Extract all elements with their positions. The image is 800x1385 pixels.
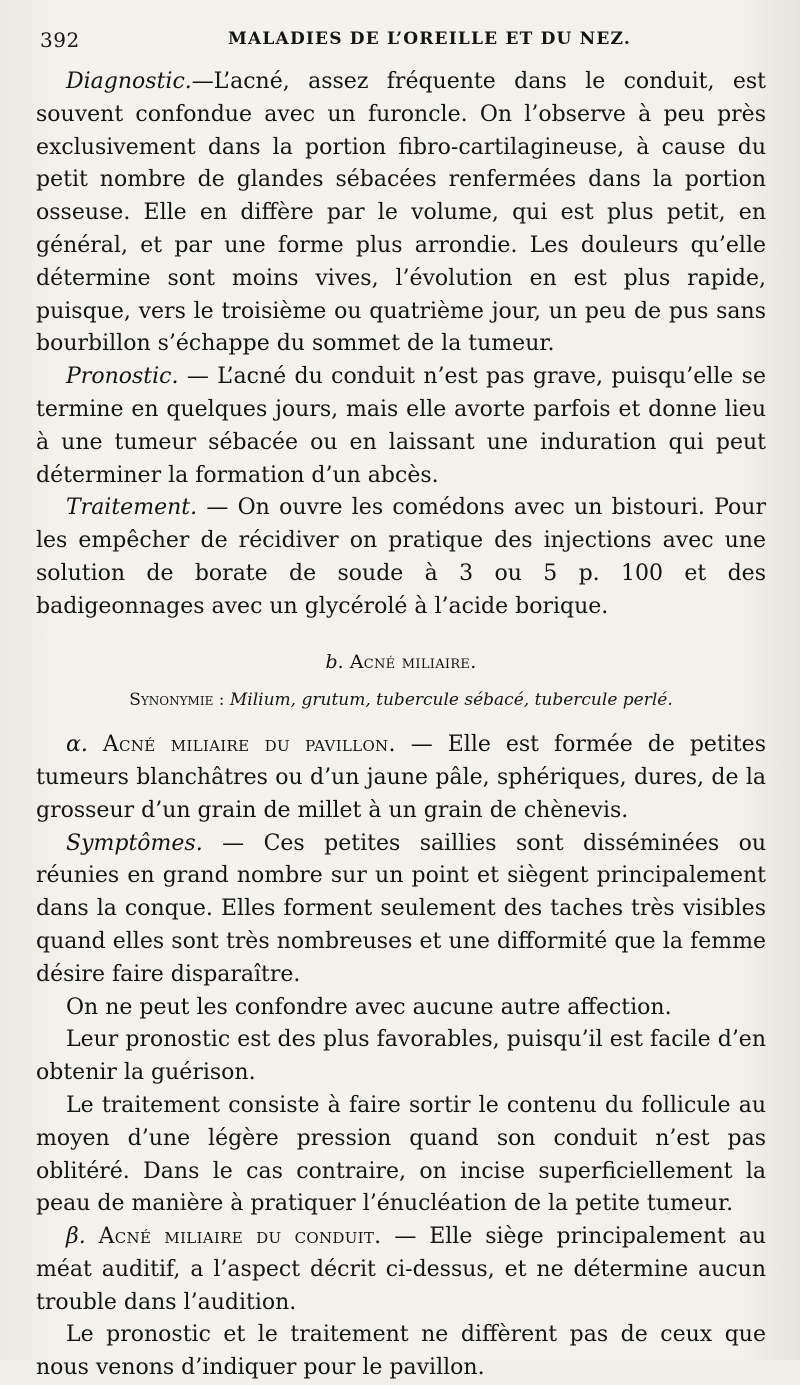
text-symptomes: — Ces petites saillies sont disséminées ou réunies en grand nombre sur un point et siègent principalement dans la conque. Elles forment seulement des taches très visibles quand elles sont très nombreuses et une difformité que la femme désire faire disparaître. <box>36 830 766 987</box>
paragraph-traitement <box>36 492 766 623</box>
beta-text: — Elle siège principalement au méat auditif, a l’aspect décrit ci-dessus, et ne détermine aucun trouble dans l’audition. <box>36 1224 766 1315</box>
label-pronostic: Pronostic. <box>66 364 179 390</box>
page-number: 392 <box>40 28 80 52</box>
paragraph-pronostic-favorable: Leur pronostic est des plus favorables, puisqu’il est facile d’en obtenir la guérison. <box>36 1027 766 1086</box>
alpha-heading: Acné miliaire du pavillon. <box>102 732 396 758</box>
synonymie-label: Synonymie : <box>129 690 225 711</box>
paragraph-alpha <box>36 729 766 827</box>
beta-heading: Acné miliaire du conduit. <box>98 1224 382 1250</box>
section-b-prefix: b. <box>325 650 344 673</box>
label-diagnostic: Diagnostic. <box>66 69 192 94</box>
section-heading-b <box>36 646 766 679</box>
beta-prefix: β. <box>66 1224 86 1250</box>
paragraph-symptomes <box>36 828 766 992</box>
paragraph-confondre: On ne peut les confondre avec aucune autre affection. <box>66 994 672 1020</box>
paragraph-traitement-follicule: Le traitement consiste à faire sortir le contenu du follicule au moyen d’une légère pression quand son conduit n’est pas oblitéré. Dans le cas contraire, on incise superficiellement la peau de manière à pratiquer l’énucléation de la petite tumeur. <box>36 1092 766 1217</box>
text-traitement: — On ouvre les comédons avec un bistouri. Pour les empêcher de récidiver on pratique des injections avec une solution de borate de soude à 3 ou 5 p. 100 et des badigeonnages avec un glycérolé à l’acide borique. <box>36 495 766 619</box>
synonymie-text: Milium, grutum, tubercule sébacé, tubercule perlé. <box>229 690 673 711</box>
running-title: MALADIES DE L’OREILLE ET DU NEZ. <box>228 29 631 49</box>
label-symptomes: Symptômes. <box>66 830 203 856</box>
paragraph-final: Le pronostic et le traitement ne diffèrent pas de ceux que nous venons d’indiquer pour le pavillon. <box>36 1322 766 1381</box>
page-header <box>0 28 800 58</box>
text-diagnostic: —L’acné, assez fréquente dans le conduit, est souvent confondue avec un furoncle. On l’observe à peu près exclusivement dans la portion fibro-cartilagineuse, à cause du petit nombre de glandes sébacées renfermées dans la portion osseuse. Elle en diffère par le volume, qui est plus petit, en général, et par une forme plus arrondie. Les douleurs qu’elle détermine sont moins vives, l’évolution en est plus rapide, puisque, vers le troisième ou quatrième jour, un peu de pus sans bourbillon s’échappe du sommet de la tumeur. <box>36 69 766 357</box>
page-body <box>36 66 766 1385</box>
paragraph-pronostic <box>36 361 766 492</box>
alpha-prefix: α. <box>66 732 88 758</box>
synonymie-line <box>36 684 766 717</box>
paragraph-diagnostic <box>36 66 766 361</box>
paragraph-beta <box>36 1221 766 1319</box>
text-pronostic: — L’acné du conduit n’est pas grave, puisqu’elle se termine en quelques jours, mais elle avorte parfois et donne lieu à une tumeur sébacée ou en laissant une induration qui peut déterminer la formation d’un abcès. <box>36 364 766 488</box>
section-b-title: Acné miliaire. <box>349 650 477 673</box>
alpha-text: — Elle est formée de petites tumeurs blanchâtres ou d’un jaune pâle, sphériques, dures, de la grosseur d’un grain de millet à un grain de chènevis. <box>36 732 766 823</box>
label-traitement: Traitement. <box>66 495 198 521</box>
